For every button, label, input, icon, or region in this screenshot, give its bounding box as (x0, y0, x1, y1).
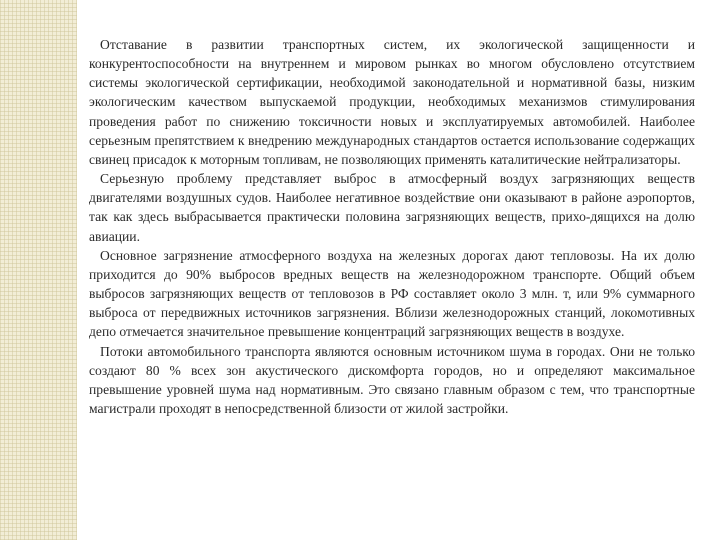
paragraph: Потоки автомобильного транспорта являются основным источником шума в городах. Они не только создают 80 % всех зон акустического дискомфорта городов, но и определяют максимальное превышение уровней шума над нормативным. Это связано главным образом с тем, что транспортные магистрали проходят в непосредственной близости от жилой застройки. (89, 343, 695, 416)
paragraph: Основное загрязнение атмосферного воздуха на железных дорогах дают тепловозы. На их долю приходится до 90% выбросов вредных веществ на железнодорожном транспорте. Общий объем выбросов загрязняющих веществ от тепловозов в РФ составляет около 3 млн. т, или 9% суммарного выброса от передвижных источников загрязнения. Вблизи железнодорожных станций, локомотивных депо отмечается значительное превышение концентраций загрязняющих веществ в воздухе. (89, 247, 695, 340)
paragraph: Серьезную проблему представляет выброс в атмосферный воздух загрязняющих веществ двигателями воздушных судов. Наиболее негативное воздействие они оказывают в районе аэропортов, так как здесь выбрасывается практически половина загрязняющих веществ, прихо-дящихся на долю авиации. (89, 171, 695, 244)
paragraph: Отставание в развитии транспортных систем, их экологической защищенности и конкурентоспособности на внутреннем и мировом рынках во многом обусловлено отсутствием системы экологической сертификации, необходимой законодательной и нормативной базы, низким экологическим качеством выпускаемой продукции, необходимых механизмов стимулирования проведения работ по снижению токсичности новых и эксплуатируемых автомобилей. Наиболее серьезным препятствием к внедрению международных стандартов остается использование содержащих свинец присадок к моторным топливам, не позволяющих применять каталитические нейтрализаторы. (89, 37, 695, 167)
decorative-side-pattern (0, 0, 77, 540)
document-body (89, 35, 695, 418)
